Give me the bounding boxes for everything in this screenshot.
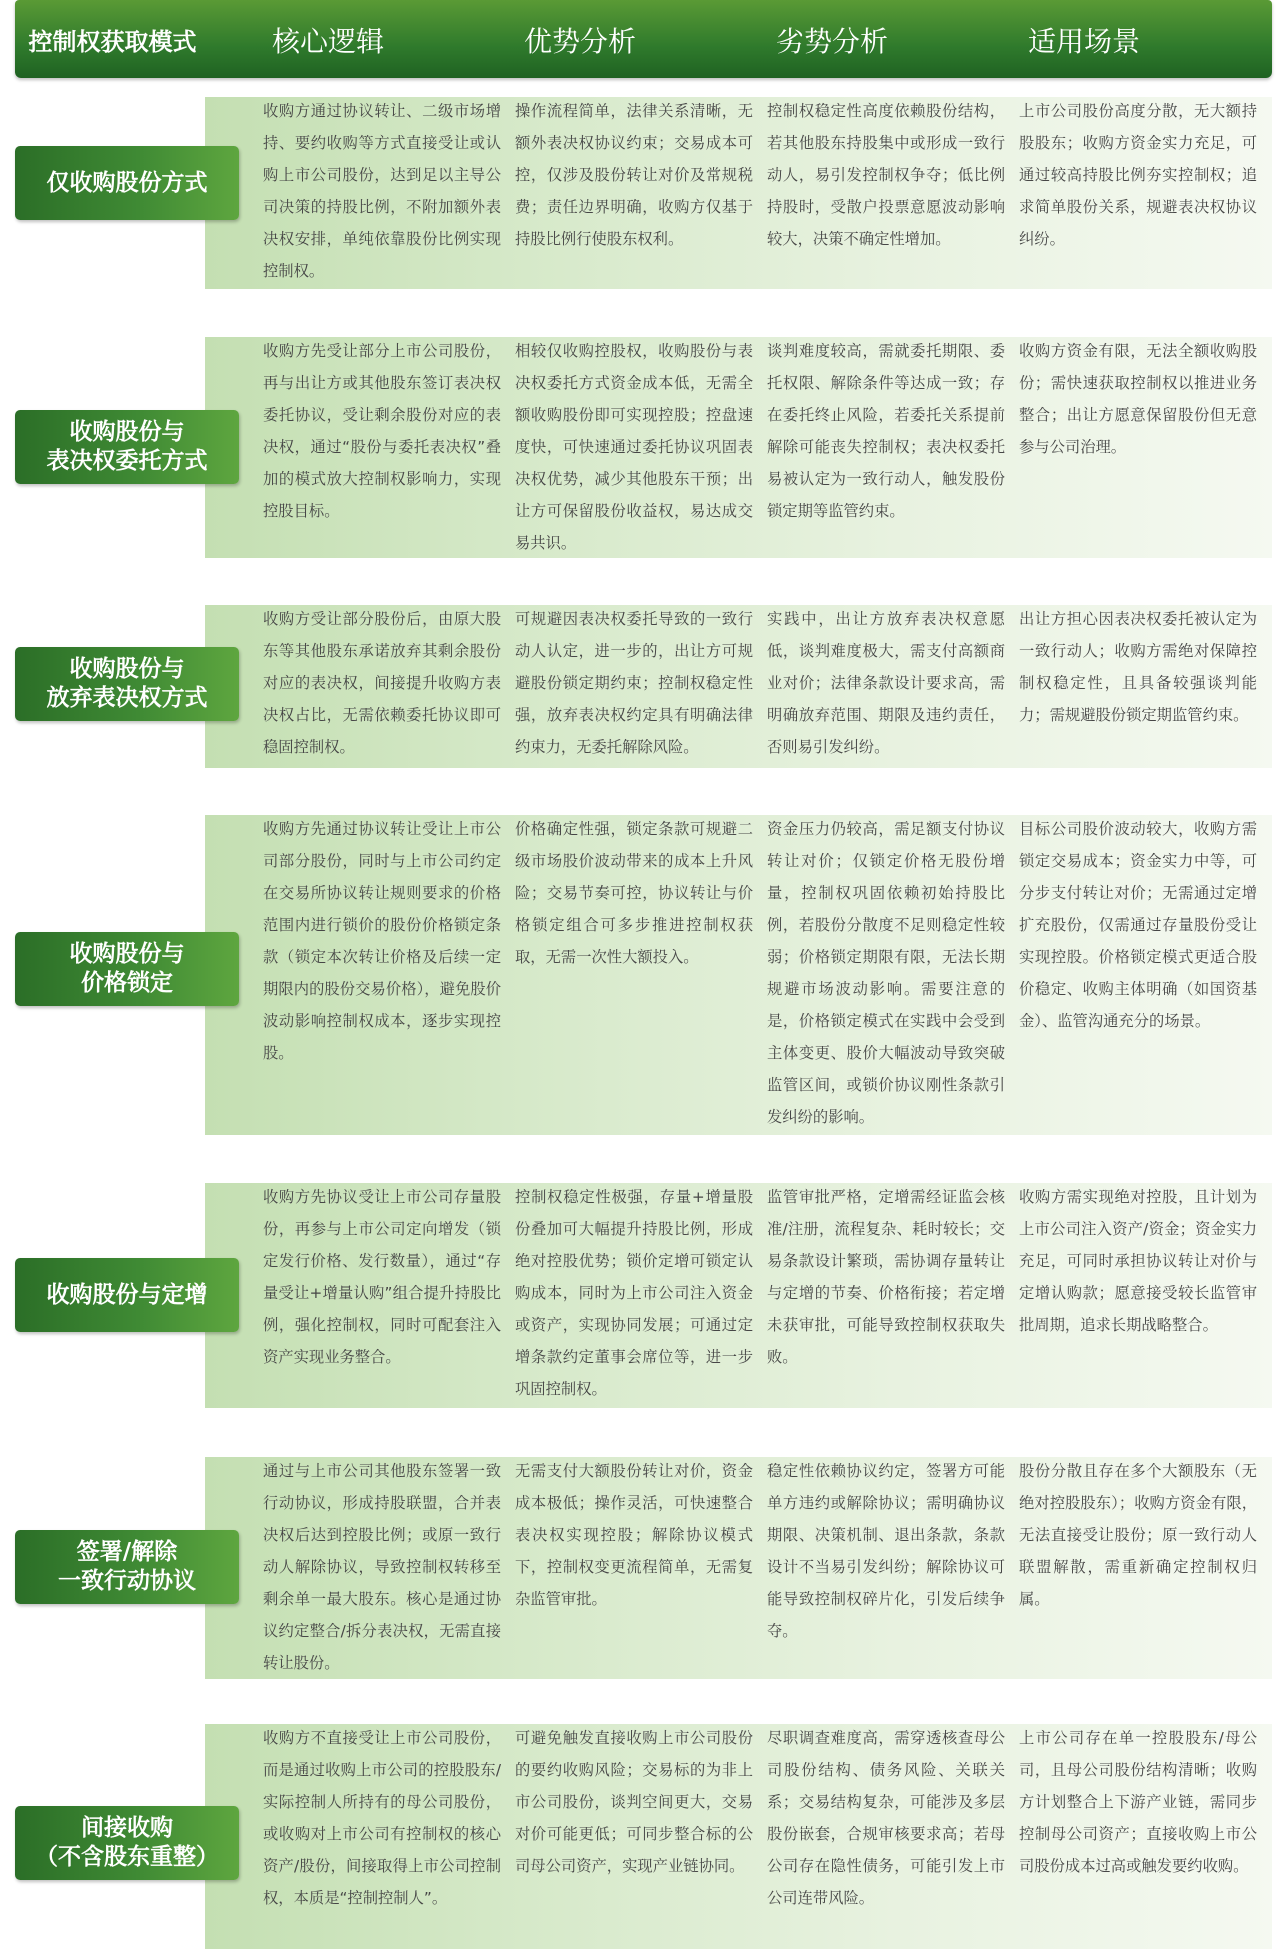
cons-cell: 监管审批严格，定增需经证监会核准/注册，流程复杂、耗时较长；交易条款设计繁琐，需协调存量转让与定增的节奏、价格衔接；若定增未获审批，可能导致控制权获取失败。	[767, 1188, 1005, 1366]
mode-label: 收购股份与 表决权委托方式	[15, 410, 239, 484]
table-header	[15, 0, 1272, 78]
core-logic-cell: 收购方先协议受让上市公司存量股份，再参与上市公司定向增发（锁定发行价格、发行数量），通过“存量受让+增量认购”组合提升持股比例，强化控制权，同时可配套注入资产实现业务整合。	[263, 1188, 501, 1366]
cons-cell: 稳定性依赖协议约定，签署方可能单方违约或解除协议；需明确协议期限、决策机制、退出条款，条款设计不当易引发纠纷；解除协议可能导致控制权碎片化，引发后续争夺。	[767, 1462, 1005, 1640]
header-mode: 控制权获取模式	[28, 28, 197, 56]
mode-label: 仅收购股份方式	[15, 146, 239, 220]
core-logic-cell: 收购方先受让部分上市公司股份，再与出让方或其他股东签订表决权委托协议，受让剩余股份对应的表决权，通过“股份与委托表决权”叠加的模式放大控制权影响力，实现控股目标。	[263, 342, 501, 520]
scenario-cell: 出让方担心因表决权委托被认定为一致行动人；收购方需绝对保障控制权稳定性，且具备较强谈判能力；需规避股份锁定期监管约束。	[1019, 610, 1257, 724]
header-scenarios: 适用场景	[1027, 25, 1140, 58]
cons-cell: 谈判难度较高，需就委托期限、委托权限、解除条件等达成一致；存在委托终止风险，若委托关系提前解除可能丧失控制权；表决权委托易被认定为一致行动人，触发股份锁定期等监管约束。	[767, 342, 1005, 520]
core-logic-cell: 收购方先通过协议转让受让上市公司部分股份，同时与上市公司约定在交易所协议转让规则要求的价格范围内进行锁价的股份价格锁定条款（锁定本次转让价格及后续一定期限内的股份交易价格），避免股价波动影响控制权成本，逐步实现控股。	[263, 820, 501, 1062]
scenario-cell: 收购方需实现绝对控股，且计划为上市公司注入资产/资金；资金实力充足，可同时承担协议转让对价与定增认购款；愿意接受较长监管审批周期，追求长期战略整合。	[1019, 1188, 1257, 1334]
scenario-cell: 股份分散且存在多个大额股东（无绝对控股股东）；收购方资金有限，无法直接受让股份；原一致行动人联盟解散，需重新确定控制权归属。	[1019, 1462, 1257, 1608]
pros-cell: 操作流程简单，法律关系清晰，无额外表决权协议约束；交易成本可控，仅涉及股份转让对价及常规税费；责任边界明确，收购方仅基于持股比例行使股东权利。	[515, 102, 753, 248]
cons-cell: 控制权稳定性高度依赖股份结构，若其他股东持股集中或形成一致行动人，易引发控制权争夺；低比例持股时，受散户投票意愿波动影响较大，决策不确定性增加。	[767, 102, 1005, 248]
pros-cell: 价格确定性强，锁定条款可规避二级市场股价波动带来的成本上升风险；交易节奏可控，协议转让与价格锁定组合可多步推进控制权获取，无需一次性大额投入。	[515, 820, 753, 966]
core-logic-cell: 收购方通过协议转让、二级市场增持、要约收购等方式直接受让或认购上市公司股份，达到足以主导公司决策的持股比例，不附加额外表决权安排，单纯依靠股份比例实现控制权。	[263, 102, 501, 280]
cons-cell: 实践中，出让方放弃表决权意愿低，谈判难度极大，需支付高额商业对价；法律条款设计要求高，需明确放弃范围、期限及违约责任，否则易引发纠纷。	[767, 610, 1005, 756]
mode-label: 收购股份与定增	[15, 1258, 239, 1332]
mode-label: 签署/解除 一致行动协议	[15, 1530, 239, 1604]
scenario-cell: 目标公司股价波动较大，收购方需锁定交易成本；资金实力中等，可分步支付转让对价；无需通过定增扩充股份，仅需通过存量股份受让实现控股。价格锁定模式更适合股价稳定、收购主体明确（如国资基金）、监管沟通充分的场景。	[1019, 820, 1257, 1030]
core-logic-cell: 通过与上市公司其他股东签署一致行动协议，形成持股联盟，合并表决权后达到控股比例；或原一致行动人解除协议，导致控制权转移至剩余单一最大股东。核心是通过协议约定整合/拆分表决权，无需直接转让股份。	[263, 1462, 501, 1672]
pros-cell: 可规避因表决权委托导致的一致行动人认定，进一步的，出让方可规避股份锁定期约束；控制权稳定性强，放弃表决权约定具有明确法律约束力，无委托解除风险。	[515, 610, 753, 756]
core-logic-cell: 收购方不直接受让上市公司股份，而是通过收购上市公司的控股股东/实际控制人所持有的母公司股份，或收购对上市公司有控制权的核心资产/股份，间接取得上市公司控制权，本质是“控制控制人”。	[263, 1729, 501, 1907]
header-disadvantages: 劣势分析	[775, 25, 888, 58]
core-logic-cell: 收购方受让部分股份后，由原大股东等其他股东承诺放弃其剩余股份对应的表决权，间接提升收购方表决权占比，无需依赖委托协议即可稳固控制权。	[263, 610, 501, 756]
cons-cell: 尽职调查难度高，需穿透核查母公司股份结构、债务风险、关联关系；交易结构复杂，可能涉及多层股份嵌套，合规审核要求高；若母公司存在隐性债务，可能引发上市公司连带风险。	[767, 1729, 1005, 1907]
mode-label: 收购股份与 放弃表决权方式	[15, 647, 239, 721]
mode-label: 间接收购 （不含股东重整）	[15, 1806, 239, 1880]
cons-cell: 资金压力仍较高，需足额支付协议转让对价；仅锁定价格无股份增量，控制权巩固依赖初始持股比例，若股份分散度不足则稳定性较弱；价格锁定期限有限，无法长期规避市场波动影响。需要注意的是，价格锁定模式在实践中会受到主体变更、股价大幅波动导致突破监管区间，或锁价协议刚性条款引发纠纷的影响。	[767, 820, 1005, 1126]
pros-cell: 相较仅收购控股权，收购股份与表决权委托方式资金成本低，无需全额收购股份即可实现控股；控盘速度快，可快速通过委托协议巩固表决权优势，减少其他股东干预；出让方可保留股份收益权，易达成交易共识。	[515, 342, 753, 552]
scenario-cell: 收购方资金有限，无法全额收购股份；需快速获取控制权以推进业务整合；出让方愿意保留股份但无意参与公司治理。	[1019, 342, 1257, 456]
pros-cell: 控制权稳定性极强，存量+增量股份叠加可大幅提升持股比例，形成绝对控股优势；锁价定增可锁定认购成本，同时为上市公司注入资金或资产，实现协同发展；可通过定增条款约定董事会席位等，进一步巩固控制权。	[515, 1188, 753, 1398]
pros-cell: 无需支付大额股份转让对价，资金成本极低；操作灵活，可快速整合表决权实现控股；解除协议模式下，控制权变更流程简单，无需复杂监管审批。	[515, 1462, 753, 1608]
mode-label: 收购股份与 价格锁定	[15, 932, 239, 1006]
header-core-logic: 核心逻辑	[271, 25, 384, 58]
scenario-cell: 上市公司股份高度分散，无大额持股股东；收购方资金实力充足，可通过较高持股比例夯实控制权；追求简单股份关系，规避表决权协议纠纷。	[1019, 102, 1257, 248]
pros-cell: 可避免触发直接收购上市公司股份的要约收购风险；交易标的为非上市公司股份，谈判空间更大，交易对价可能更低；可同步整合标的公司母公司资产，实现产业链协同。	[515, 1729, 753, 1875]
scenario-cell: 上市公司存在单一控股股东/母公司，且母公司股份结构清晰；收购方计划整合上下游产业链，需同步控制母公司资产；直接收购上市公司股份成本过高或触发要约收购。	[1019, 1729, 1257, 1875]
header-advantages: 优势分析	[523, 25, 636, 58]
